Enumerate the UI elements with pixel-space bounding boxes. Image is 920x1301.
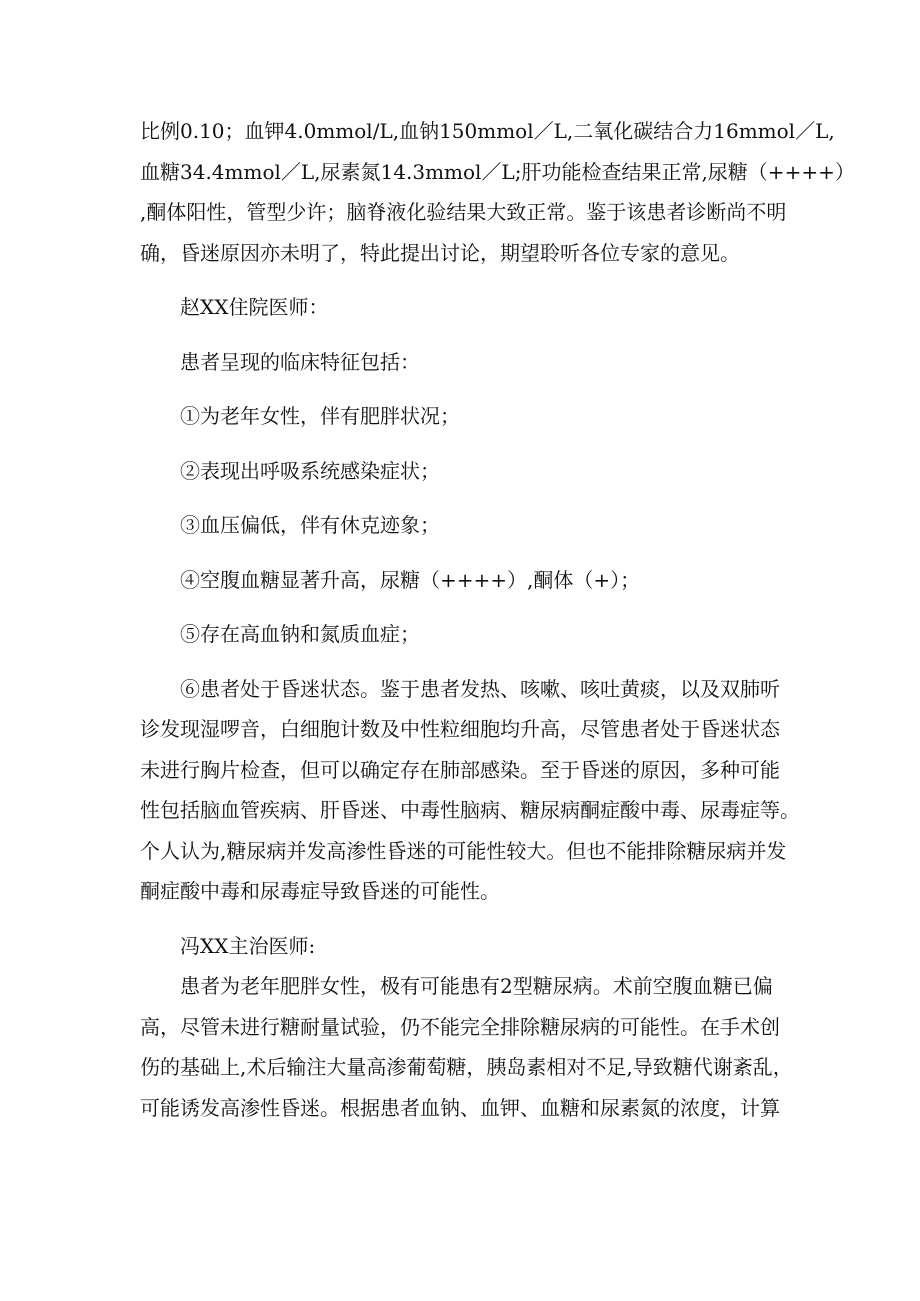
paragraph-gap [140,600,800,614]
speaker-heading: 冯XX主治医师: [180,933,316,958]
paragraph-gap [140,273,800,287]
text-line: 酮症酸中毒和尿毒症导致昏迷的可能性。 [140,879,500,903]
text-line: ⑥患者处于昏迷状态。鉴于患者发热、咳嗽、咳吐黄痰，以及双肺听 [180,676,780,701]
feature-six-paragraph [140,669,800,912]
paragraph-gap [140,382,800,396]
paragraph-gap [140,437,800,451]
text-line: 确，昏迷原因亦未明了，特此提出讨论，期望聆听各位专家的意见。 [140,240,740,265]
feature-item: ④空腹血糖显著升高，尿糖（++++）,酮体（+）； [180,567,641,592]
feature-item: ②表现出呼吸系统感染症状； [180,458,440,483]
text-line: 血糖34.4mmol／L,尿素氮14.3mmol／L;肝功能检查结果正常,尿糖（++++） [140,159,855,184]
text-line: ,酮体阳性，管型少许；脑脊液化验结果大致正常。鉴于该患者诊断尚不明 [140,200,787,224]
feature-item: ③血压偏低，伴有休克迹象； [180,513,440,537]
text-line: 性包括脑血管疾病、肝昏迷、中毒性脑病、糖尿病酮症酸中毒、尿毒症等。 [140,798,800,822]
paragraph-gap [140,655,800,669]
features-intro: 患者呈现的临床特征包括： [180,349,420,374]
text-line: 患者为老年肥胖女性，极有可能患有2型糖尿病。术前空腹血糖已偏 [180,974,773,998]
intro-paragraph [140,111,855,273]
feature-item: ①为老年女性，伴有肥胖状况； [180,404,460,428]
paragraph-gap [140,546,800,560]
text-line: 高，尽管未进行糖耐量试验，仍不能完全排除糖尿病的可能性。在手术创 [140,1014,780,1039]
feature-item: ⑤存在高血钠和氮质血症； [180,622,420,646]
text-line: 未进行胸片检查，但可以确定存在肺部感染。至于昏迷的原因，多种可能 [140,757,780,782]
text-line: 个人认为,糖尿病并发高渗性昏迷的可能性较大。但也不能排除糖尿病并发 [140,838,787,863]
speaker-heading: 赵XX住院医师： [180,295,329,319]
text-line: 诊发现湿啰音，白细胞计数及中性粒细胞均升高，尽管患者处于昏迷状态 [140,717,780,741]
text-line: 可能诱发高渗性昏迷。根据患者血钠、血钾、血糖和尿素氮的浓度，计算 [140,1095,780,1120]
paragraph-gap [140,912,800,926]
text-line: 比例0.10；血钾4.0mmol/L,血钠150mmol／L,二氧化碳结合力16mmol／L, [140,119,835,143]
speaker2-paragraph [140,966,800,1128]
text-line: 伤的基础上,术后输注大量高渗葡萄糖，胰岛素相对不足,导致糖代谢紊乱， [140,1055,793,1079]
document-body [140,111,855,1128]
paragraph-gap [140,328,800,342]
paragraph-gap [140,491,800,505]
